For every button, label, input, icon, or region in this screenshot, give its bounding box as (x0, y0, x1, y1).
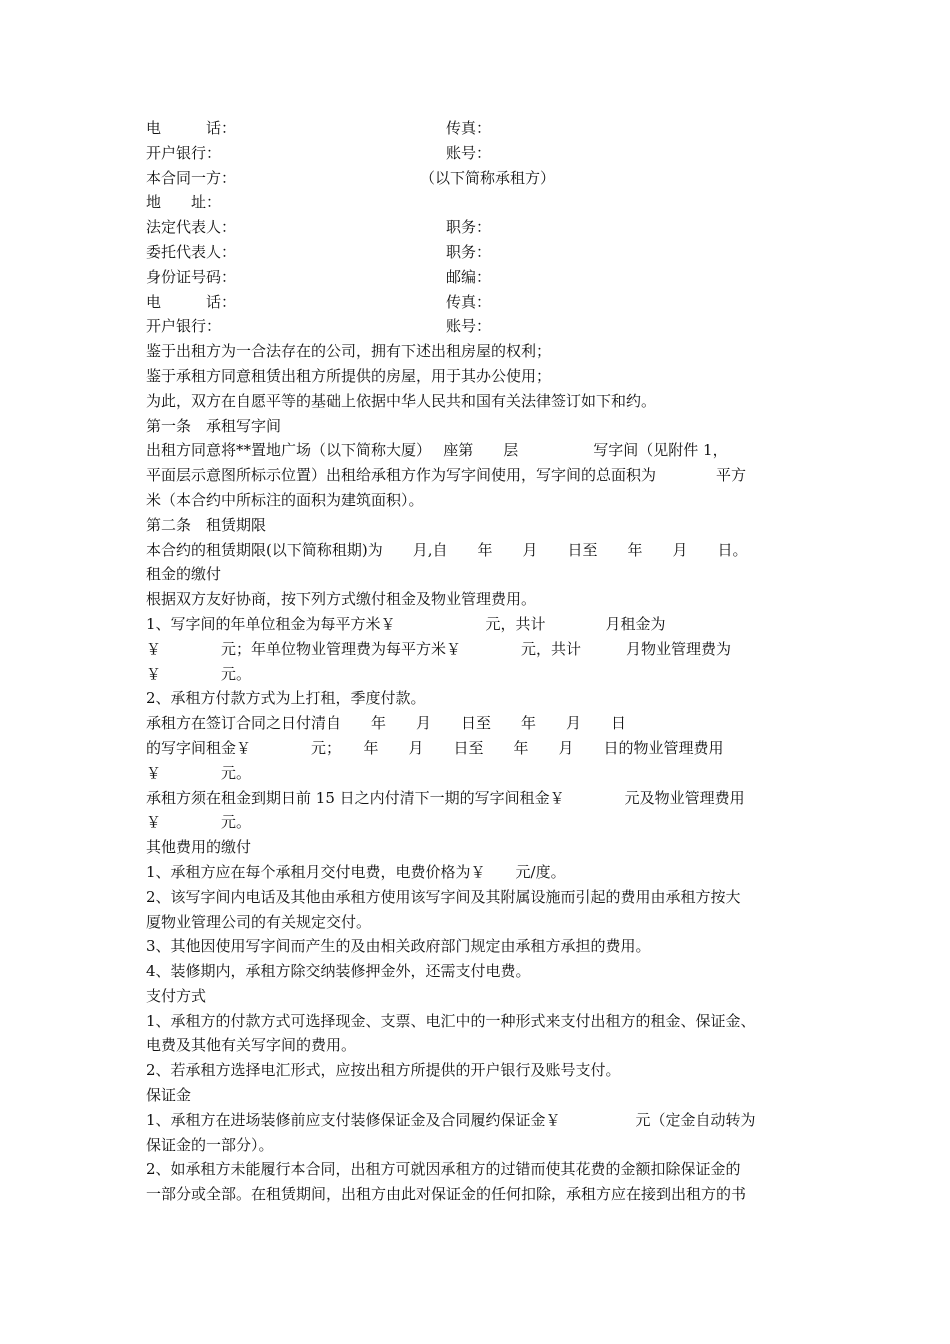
phone-row (146, 116, 808, 141)
paragraph-line: ￥ 元。 (146, 664, 252, 683)
paragraph-line: 厦物业管理公司的有关规定交付。 (146, 912, 372, 931)
paragraph-line: 1、承租方应在每个承租月交付电费，电费价格为￥ 元/度。 (146, 862, 566, 881)
party-row (146, 166, 808, 191)
paragraph-line: 保证金的一部分）。 (146, 1135, 274, 1154)
account-label: 账号： (446, 317, 492, 336)
fax-label: 传真： (446, 119, 492, 137)
legal-rep-label: 法定代表人： (146, 218, 237, 237)
phone-label: 电 话： (146, 292, 237, 311)
paragraph-line: 1、承租方在进场装修前应支付装修保证金及合同履约保证金￥ 元（定金自动转为 (146, 1110, 756, 1129)
phone-label: 电 话： (146, 119, 237, 137)
bank-label: 开户银行： (146, 317, 222, 336)
agent-rep-label: 委托代表人： (146, 242, 237, 261)
paragraph-line: 电费及其他有关写字间的费用。 (146, 1036, 357, 1055)
position-label: 职务： (446, 218, 492, 237)
paragraph-line: 米（本合约中所标注的面积为建筑面积）。 (146, 490, 424, 509)
paragraph-line: 承租方须在租金到期日前 15 日之内付清下一期的写字间租金￥ 元及物业管理费用 (146, 788, 745, 807)
phone-row (146, 290, 808, 315)
id-number-label: 身份证号码： (146, 267, 237, 286)
paragraph-line: 2、该写字间内电话及其他由承租方使用该写字间及其附属设施而引起的费用由承租方按大 (146, 887, 741, 906)
bank-row (146, 314, 808, 339)
legal-rep-row (146, 215, 808, 240)
paragraph-line: 出租方同意将**置地广场（以下简称大厦） 座第 层 写字间（见附件 1， (146, 441, 728, 460)
paragraph-line: ￥ 元。 (146, 763, 252, 782)
paragraph-line: 2、如承租方未能履行本合同，出租方可就因承租方的过错而使其花费的金额扣除保证金的 (146, 1160, 741, 1179)
postcode-label: 邮编： (446, 267, 492, 286)
party-label: 本合同一方： (146, 168, 237, 187)
paragraph-line: 平面层示意图所标示位置）出租给承租方作为写字间使用，写字间的总面积为 平方 (146, 466, 747, 485)
paragraph-line: 的写字间租金￥ 元； 年 月 日至 年 月 日的物业管理费用 (146, 738, 724, 757)
fax-label: 传真： (446, 292, 492, 311)
recital-line: 鉴于承租方同意租赁出租方所提供的房屋，用于其办公使用； (146, 366, 552, 385)
section-heading: 支付方式 (146, 986, 207, 1005)
paragraph-line: 一部分或全部。在租赁期间，出租方由此对保证金的任何扣除，承租方应在接到出租方的书 (146, 1185, 747, 1204)
recital-line: 为此，双方在自愿平等的基础上依据中华人民共和国有关法律签订如下和约。 (146, 391, 657, 410)
address-label: 地 址： (146, 193, 222, 212)
article-heading: 第一条 承租写字间 (146, 416, 282, 435)
paragraph-line: 3、其他因使用写字间而产生的及由相关政府部门规定由承租方承担的费用。 (146, 937, 651, 956)
article-heading: 第二条 租赁期限 (146, 515, 267, 534)
account-label: 账号： (446, 143, 492, 162)
paragraph-line: 承租方在签订合同之日付清自 年 月 日至 年 月 日 (146, 714, 627, 733)
bank-row (146, 141, 808, 166)
agent-rep-row (146, 240, 808, 265)
paragraph-line: 2、若承租方选择电汇形式，应按出租方所提供的开户银行及账号支付。 (146, 1061, 621, 1080)
id-row (146, 265, 808, 290)
paragraph-line: ￥ 元；年单位物业管理费为每平方米￥ 元，共计 月物业管理费为 (146, 639, 732, 658)
paragraph-line: 根据双方友好协商，按下列方式缴付租金及物业管理费用。 (146, 590, 537, 609)
recital-line: 鉴于出租方为一合法存在的公司，拥有下述出租房屋的权利； (146, 342, 552, 361)
paragraph-line: 2、承租方付款方式为上打租，季度付款。 (146, 689, 426, 708)
party-alias: （以下简称承租方） (420, 168, 556, 187)
section-heading: 租金的缴付 (146, 565, 222, 584)
paragraph-line: 本合约的租赁期限(以下简称租期)为 月,自 年 月 日至 年 月 日。 (146, 540, 748, 559)
section-heading: 保证金 (146, 1086, 192, 1105)
address-row (146, 190, 808, 215)
section-heading: 其他费用的缴付 (146, 838, 252, 857)
paragraph-line: 1、承租方的付款方式可选择现金、支票、电汇中的一种形式来支付出租方的租金、保证金、 (146, 1011, 756, 1030)
paragraph-line: 1、写字间的年单位租金为每平方米￥ 元，共计 月租金为 (146, 614, 666, 633)
paragraph-line: 4、装修期内，承租方除交纳装修押金外，还需支付电费。 (146, 962, 531, 981)
position-label: 职务： (446, 242, 492, 261)
paragraph-line: ￥ 元。 (146, 813, 252, 832)
contract-body (146, 116, 808, 1207)
bank-label: 开户银行： (146, 143, 222, 162)
